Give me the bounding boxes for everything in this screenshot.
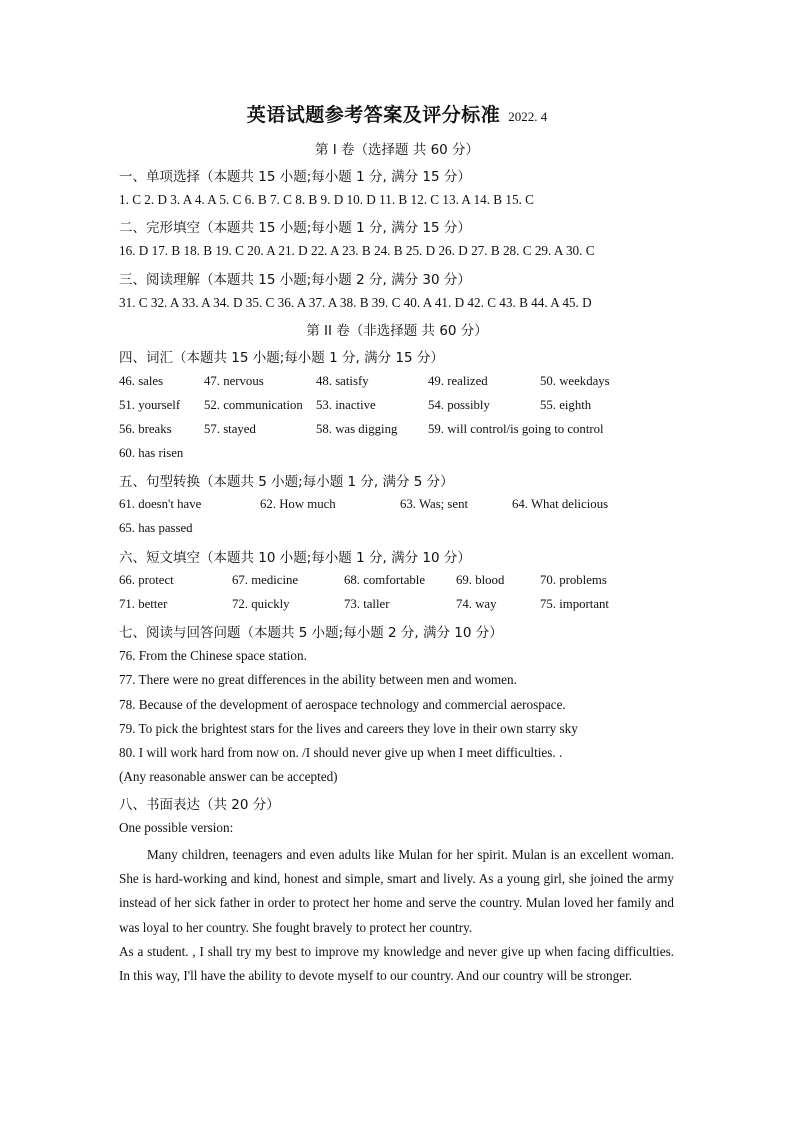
essay-intro: One possible version: (119, 820, 234, 835)
sec6-row (119, 573, 679, 591)
answer-item: 48. satisfy (316, 374, 369, 388)
sec5-row (119, 521, 679, 539)
answer-item: 62. How much (260, 497, 336, 511)
answer-line: 79. To pick the brightest stars for the lives and careers they love in their own starry sky (119, 721, 578, 736)
sec6-row (119, 597, 679, 615)
page-title: 英语试题参考答案及评分标准 (246, 104, 501, 126)
answer-item: 52. communication (204, 398, 303, 412)
answer-item: 56. breaks (119, 422, 172, 436)
sec4-heading: 四、词汇（本题共 15 小题;每小题 1 分, 满分 15 分） (119, 350, 444, 366)
answer-item: 46. sales (119, 374, 164, 388)
answer-item: 57. stayed (204, 422, 256, 436)
answer-note: (Any reasonable answer can be accepted) (119, 769, 338, 784)
answer-item: 55. eighth (540, 398, 592, 412)
answer-item: 49. realized (428, 374, 488, 388)
sec4-row (119, 398, 679, 416)
sec8-heading: 八、书面表达（共 20 分） (119, 797, 280, 813)
sec3-answers: 31. C 32. A 33. A 34. D 35. C 36. A 37. A 38. B 39. C 40. A 41. D 42. C 43. B 44. A 45. D (119, 295, 592, 310)
answer-item: 63. Was; sent (400, 497, 469, 511)
answer-item: 58. was digging (316, 422, 398, 436)
answer-item: 70. problems (540, 573, 607, 587)
answer-item: 53. inactive (316, 398, 376, 412)
sec6-heading: 六、短文填空（本题共 10 小题;每小题 1 分, 满分 10 分） (119, 550, 471, 566)
sec2-answers: 16. D 17. B 18. B 19. C 20. A 21. D 22. A 23. B 24. B 25. D 26. D 27. B 28. C 29. A 30. C (119, 243, 595, 258)
exam-date: 2022. 4 (508, 109, 548, 124)
answer-item: 54. possibly (428, 398, 490, 412)
answer-item: 74. way (456, 597, 497, 611)
sec2-heading: 二、完形填空（本题共 15 小题;每小题 1 分, 满分 15 分） (119, 220, 471, 236)
answer-line: 78. Because of the development of aerospace technology and commercial aerospace. (119, 697, 566, 712)
answer-item: 51. yourself (119, 398, 181, 412)
answer-item: 60. has risen (119, 446, 184, 460)
answer-line: 77. There were no great differences in the ability between men and women. (119, 672, 517, 687)
sec5-heading: 五、句型转换（本题共 5 小题;每小题 1 分, 满分 5 分） (119, 474, 454, 490)
answer-item: 68. comfortable (344, 573, 426, 587)
sec5-row (119, 497, 679, 515)
answer-item: 73. taller (344, 597, 390, 611)
answer-item: 65. has passed (119, 521, 193, 535)
answer-item: 61. doesn't have (119, 497, 202, 511)
answer-item: 47. nervous (204, 374, 264, 388)
answer-line: 76. From the Chinese space station. (119, 648, 307, 663)
sec3-heading: 三、阅读理解（本题共 15 小题;每小题 2 分, 满分 30 分） (119, 272, 471, 288)
sec7-heading: 七、阅读与回答问题（本题共 5 小题;每小题 2 分, 满分 10 分） (119, 625, 503, 641)
answer-item: 50. weekdays (540, 374, 610, 388)
sec1-answers: 1. C 2. D 3. A 4. A 5. C 6. B 7. C 8. B 9. D 10. D 11. B 12. C 13. A 14. B 15. C (119, 192, 534, 207)
answer-item: 64. What delicious (512, 497, 609, 511)
sec4-row (119, 374, 679, 392)
sample-essay (119, 843, 674, 988)
sec1-heading: 一、单项选择（本题共 15 小题;每小题 1 分, 满分 15 分） (119, 169, 471, 185)
answer-item: 69. blood (456, 573, 505, 587)
answer-item: 59. will control/is going to control (428, 422, 604, 436)
answer-item: 71. better (119, 597, 168, 611)
answer-item: 67. medicine (232, 573, 299, 587)
title-row (0, 100, 794, 127)
essay-paragraph: As a student. , I shall try my best to improve my knowledge and never give up when facing difficulties. In this way, I'll have the ability to devote myself to our country. And our country will be stronger. (119, 943, 674, 984)
answer-item: 66. protect (119, 573, 174, 587)
part1-header: 第 I 卷（选择题 共 60 分） (314, 142, 480, 158)
sec4-row (119, 422, 679, 440)
part2-header: 第 II 卷（非选择题 共 60 分） (306, 323, 488, 339)
answer-item: 72. quickly (232, 597, 290, 611)
answer-line: 80. I will work hard from now on. /I should never give up when I meet difficulties. . (119, 745, 563, 760)
answer-item: 75. important (540, 597, 609, 611)
essay-paragraph: Many children, teenagers and even adults like Mulan for her spirit. Mulan is an excellent woman. She is hard-working and kind, honest and simple, smart and lively. As a young girl, she joined the army instead of her sick father in order to protect her home and serve the country. Mulan loved her family and was loyal to her country. She fought bravely to protect her country. (119, 847, 674, 935)
sec4-row (119, 446, 679, 464)
